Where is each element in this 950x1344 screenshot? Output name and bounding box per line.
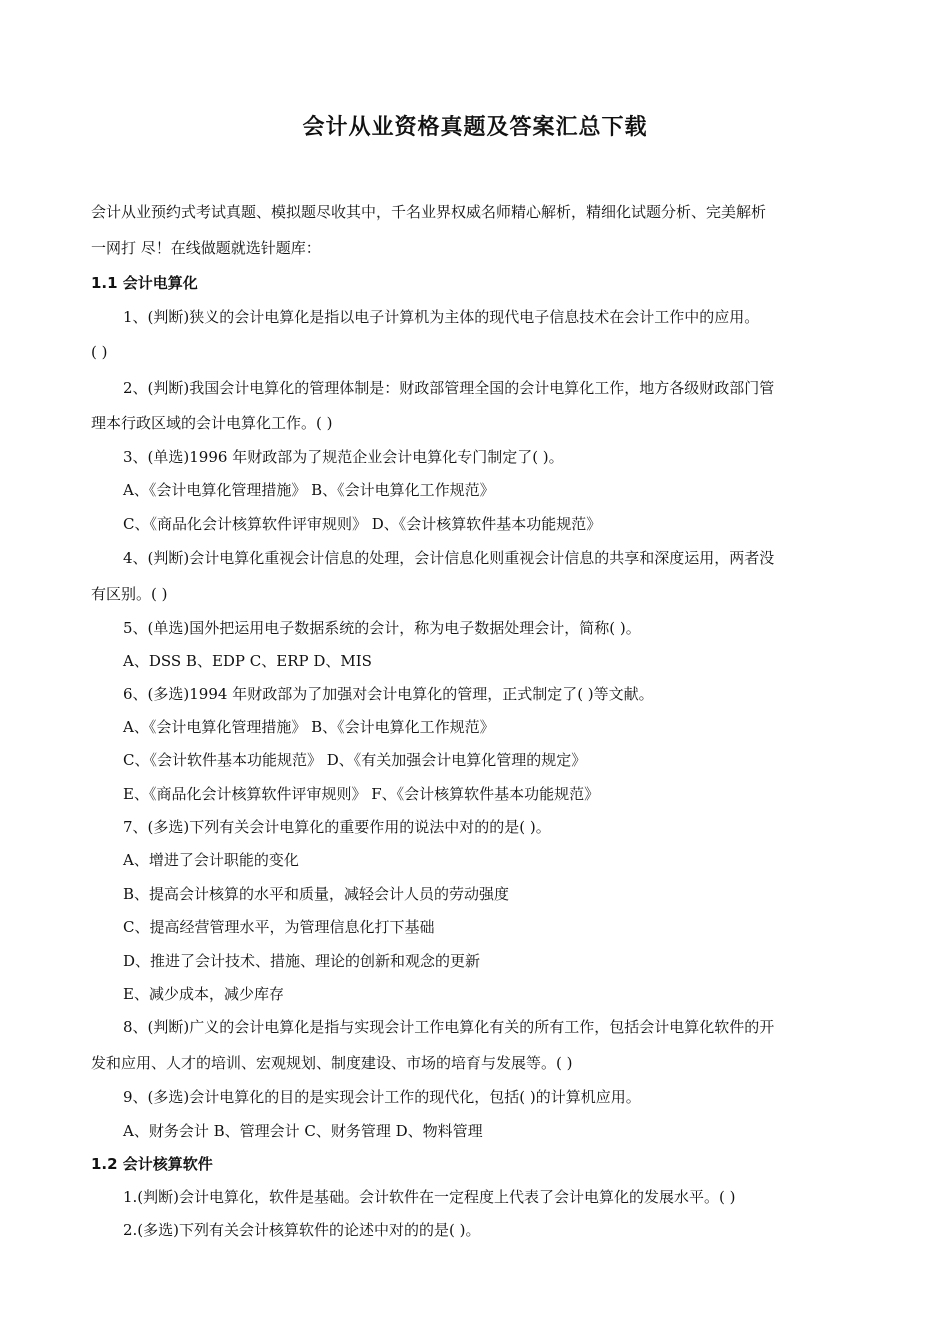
question-6-options-ab: A、《会计电算化管理措施》 B、《会计电算化工作规范》 xyxy=(123,718,495,736)
question-7-option-b: B、提高会计核算的水平和质量，减轻会计人员的劳动强度 xyxy=(123,885,510,903)
question-4-line-2: 有区别。( ) xyxy=(91,585,168,603)
question-8-line-1: 8、(判断)广义的会计电算化是指与实现会计工作电算化有关的所有工作，包括会计电算化软件的开 xyxy=(123,1018,775,1036)
page-title: 会计从业资格真题及答案汇总下载 xyxy=(302,115,648,140)
question-6-options-ef: E、《商品化会计核算软件评审规则》 F、《会计核算软件基本功能规范》 xyxy=(123,785,600,803)
question-7-stem: 7、(多选)下列有关会计电算化的重要作用的说法中对的的是( )。 xyxy=(123,818,551,836)
question-3-stem: 3、(单选)1996 年财政部为了规范企业会计电算化专门制定了( )。 xyxy=(123,448,564,466)
section-heading-1-1: 1.1 会计电算化 xyxy=(91,274,198,292)
question-8-line-2: 发和应用、人才的培训、宏观规划、制度建设、市场的培育与发展等。( ) xyxy=(91,1054,573,1072)
question-9-options: A、财务会计 B、管理会计 C、财务管理 D、物料管理 xyxy=(123,1122,483,1140)
question-4-line-1: 4、(判断)会计电算化重视会计信息的处理，会计信息化则重视会计信息的共享和深度运用，两者没 xyxy=(123,549,775,567)
question-3-options-cd: C、《商品化会计核算软件评审规则》 D、《会计核算软件基本功能规范》 xyxy=(123,515,602,533)
question-9-stem: 9、(多选)会计电算化的目的是实现会计工作的现代化，包括( )的计算机应用。 xyxy=(123,1088,641,1106)
question-5-stem: 5、(单选)国外把运用电子数据系统的会计，称为电子数据处理会计，简称( )。 xyxy=(123,619,641,637)
question-7-option-c: C、提高经营管理水平，为管理信息化打下基础 xyxy=(123,918,435,936)
question-7-option-e: E、减少成本，减少库存 xyxy=(123,985,284,1003)
section-heading-1-2: 1.2 会计核算软件 xyxy=(91,1155,213,1173)
section2-question-1: 1.(判断)会计电算化，软件是基础。会计软件在一定程度上代表了会计电算化的发展水平。( ) xyxy=(123,1188,736,1206)
question-2-line-1: 2、(判断)我国会计电算化的管理体制是：财政部管理全国的会计电算化工作，地方各级财政部门管 xyxy=(123,379,775,397)
question-5-options: A、DSS B、EDP C、ERP D、MIS xyxy=(123,652,372,670)
question-1-line-2: ( ) xyxy=(91,343,108,361)
question-6-stem: 6、(多选)1994 年财政部为了加强对会计电算化的管理，正式制定了( )等文献。 xyxy=(123,685,654,703)
question-7-option-a: A、增进了会计职能的变化 xyxy=(123,851,299,869)
question-7-option-d: D、推进了会计技术、措施、理论的创新和观念的更新 xyxy=(123,952,481,970)
question-2-line-2: 理本行政区域的会计电算化工作。( ) xyxy=(91,414,333,432)
intro-line-2: 一网打 尽！在线做题就选针题库： xyxy=(91,239,321,257)
question-3-options-ab: A、《会计电算化管理措施》 B、《会计电算化工作规范》 xyxy=(123,481,495,499)
section2-question-2: 2.(多选)下列有关会计核算软件的论述中对的的是( )。 xyxy=(123,1221,481,1239)
intro-line-1: 会计从业预约式考试真题、模拟题尽收其中，千名业界权威名师精心解析，精细化试题分析、完美解析 xyxy=(91,203,767,221)
question-6-options-cd: C、《会计软件基本功能规范》 D、《有关加强会计电算化管理的规定》 xyxy=(123,751,587,769)
question-1-line-1: 1、(判断)狭义的会计电算化是指以电子计算机为主体的现代电子信息技术在会计工作中的应用。 xyxy=(123,308,760,326)
